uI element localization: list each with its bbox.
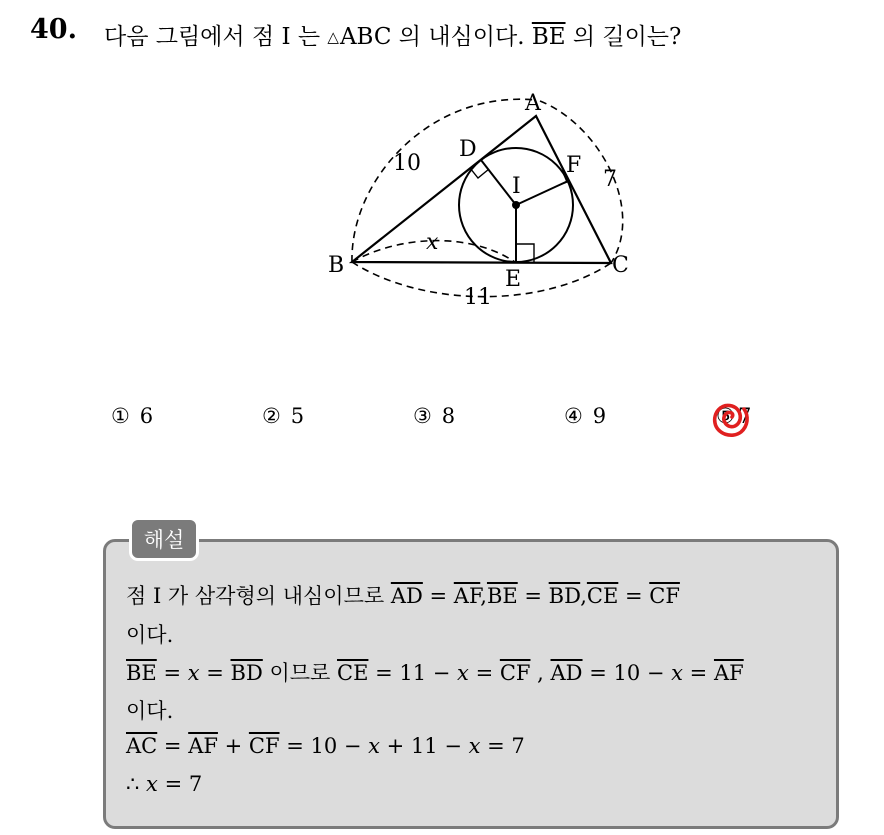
solution-line-1 [126,580,680,610]
question-text-middle: 의 내심이다. [391,24,532,50]
seg-cf: $\overline{CF}$ [248,734,280,758]
seg-ce: $\overline{CE}$ [586,584,619,608]
length-bc: 11 [464,285,492,310]
triangle-abc [352,116,611,263]
label-f: F [566,153,582,178]
sol-op: = [468,661,500,685]
sol-op: + 11 − [380,734,469,758]
choice-2-value: 5 [290,404,305,428]
sol-op: = 10 − [279,734,369,758]
seg-be: $\overline{BE}$ [126,661,157,685]
sol-comma: , [480,584,487,608]
sol-comma: , [530,661,551,685]
solution-tab: 해설 [129,517,199,561]
arc-ab [352,99,536,262]
answer-circle-mark [708,396,754,442]
triangle-symbol: △ [327,28,339,46]
seg-bd: $\overline{BD}$ [230,661,263,685]
seg-be: $\overline{BE}$ [486,584,518,608]
sol-op: = [157,734,189,758]
choice-2-number: ② [262,404,281,428]
sol-op: + [217,734,249,758]
label-e: E [505,267,522,292]
sol-text: 점 I 가 삼각형의 내심이므로 [126,584,391,608]
seg-af: $\overline{AF}$ [188,734,218,758]
incircle-figure [320,82,650,312]
right-angle-d [470,168,489,178]
choice-3[interactable] [413,404,455,428]
choice-1-value: 6 [139,404,154,428]
seg-af: $\overline{AF}$ [713,661,744,685]
length-arcs [352,99,623,296]
choice-1[interactable] [111,404,153,428]
therefore-symbol: ∴ [126,772,147,796]
var-x: x [468,734,481,758]
sol-op: = 7 [157,772,203,796]
var-x: x [671,661,683,685]
incenter-point [512,201,520,209]
sol-op: = [683,661,714,685]
seg-bd: $\overline{BD}$ [548,584,581,608]
label-a: A [525,91,541,116]
label-c: C [612,253,629,278]
seg-cf: $\overline{CF}$ [499,661,531,685]
segment-be: $\overline{BE}$ [531,24,566,50]
sol-op: = [618,584,650,608]
question-text-after: 의 길이는? [565,24,682,50]
label-d: D [459,137,477,162]
length-ac: 7 [603,167,617,192]
seg-af: $\overline{AF}$ [453,584,481,608]
seg-cf: $\overline{CF}$ [649,584,680,608]
choice-4-number: ④ [564,404,583,428]
choice-4-value: 9 [592,404,607,428]
question-number: 40. [30,14,77,45]
seg-ad: $\overline{AD}$ [390,584,423,608]
solution-line-5 [126,734,525,758]
sol-text: 이므로 [262,661,338,685]
choice-1-number: ① [111,404,130,428]
question-text [104,18,681,51]
length-ab: 10 [393,151,421,176]
triangle-name: ABC [339,24,392,50]
var-x: x [457,661,469,685]
var-x: x [187,661,200,685]
choice-2[interactable] [262,404,304,428]
sol-op: = [199,661,231,685]
label-b: B [328,253,345,278]
sol-comma: , [580,584,587,608]
sol-op: = 11 − [368,661,458,685]
choice-4[interactable] [564,404,606,428]
seg-ad: $\overline{AD}$ [550,661,583,685]
solution-line-2: 이다. [126,623,174,647]
var-x: x [368,734,380,758]
choice-5-number: ⑤ [716,404,735,428]
question-text-before: 다음 그림에서 점 I 는 [104,24,328,50]
sol-op: = 7 [480,734,525,758]
var-x: x [146,772,158,796]
sol-op: = [422,584,454,608]
sol-op: = [517,584,549,608]
sol-op: = 10 − [582,661,672,685]
solution-line-6 [126,772,202,796]
choice-3-value: 8 [441,404,456,428]
choice-3-number: ③ [413,404,432,428]
choice-5-value: 7 [738,404,752,428]
solution-line-4: 이다. [126,699,174,723]
seg-ac: $\overline{AC}$ [126,734,158,758]
label-i: I [512,174,521,199]
seg-ce: $\overline{CE}$ [337,661,369,685]
solution-line-3 [126,657,744,687]
length-be: x [426,230,439,255]
sol-op: = [156,661,188,685]
radius-id [481,160,516,205]
